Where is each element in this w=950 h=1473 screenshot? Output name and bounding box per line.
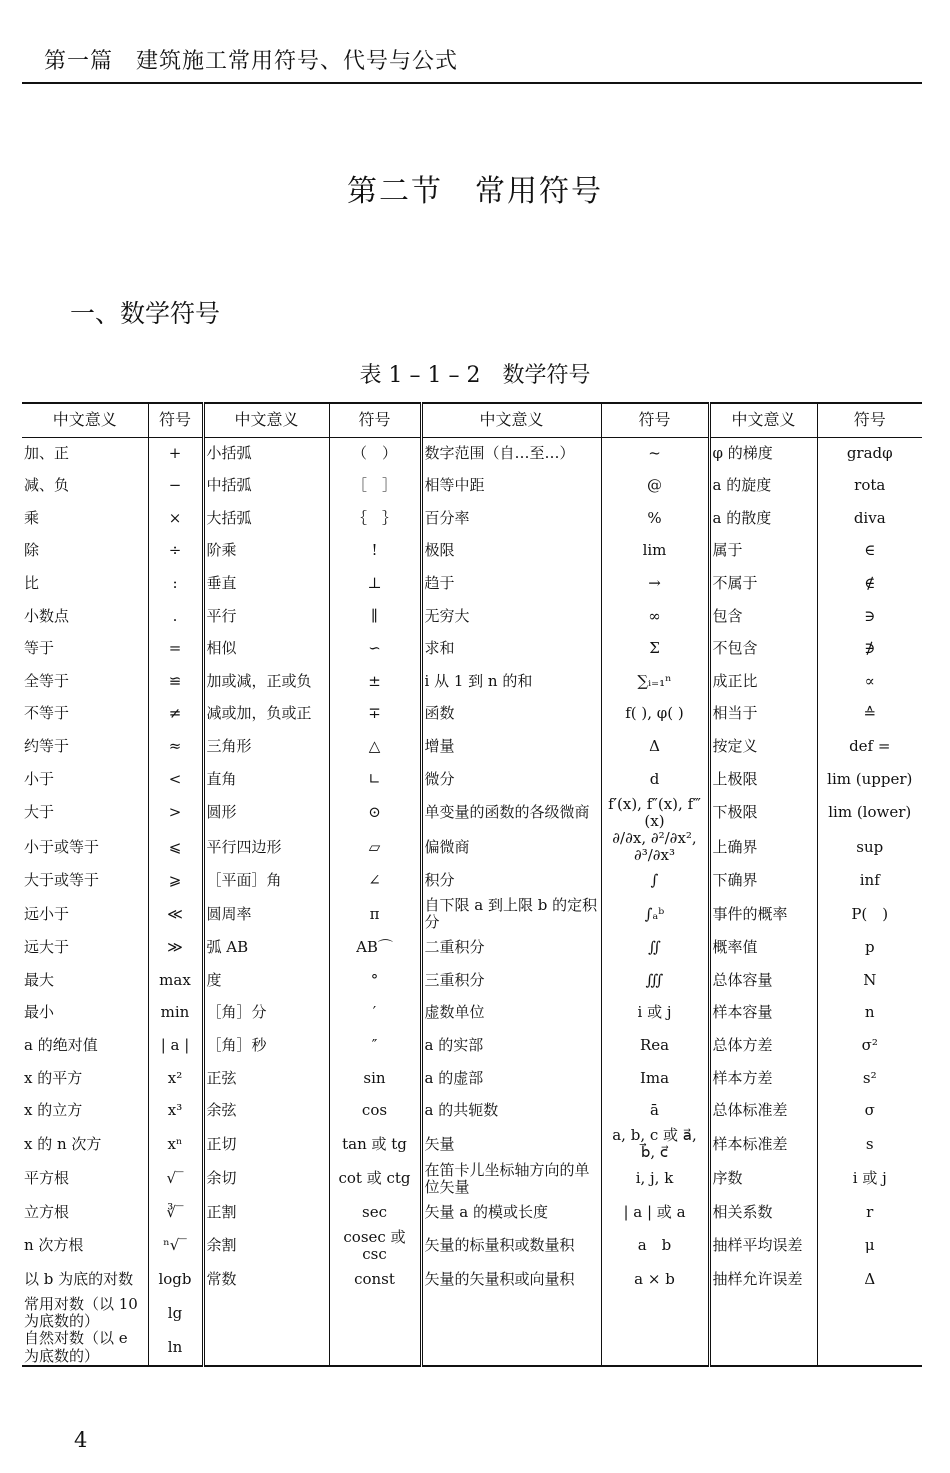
meaning-cell (421, 1296, 601, 1331)
symbol-cell: ∭ (601, 964, 709, 997)
meaning-cell: 二重积分 (421, 932, 601, 965)
symbol-cell: √‾ (148, 1162, 203, 1197)
table-row (22, 997, 922, 1030)
meaning-cell: 趋于 (421, 567, 601, 600)
meaning-cell: 加或减，正或负 (203, 665, 329, 698)
symbol-cell: ▱ (329, 830, 421, 865)
meaning-cell: 全等于 (22, 665, 148, 698)
symbol-cell: | a | 或 a (601, 1196, 709, 1229)
meaning-cell: 圆形 (203, 796, 329, 831)
symbol-cell: ∂/∂x, ∂²/∂x², ∂³/∂x³ (601, 830, 709, 865)
meaning-cell: 大括弧 (203, 502, 329, 535)
table-row (22, 633, 922, 666)
meaning-cell: 乘 (22, 502, 148, 535)
symbol-cell: s² (862, 1068, 877, 1087)
symbol-cell: → (601, 567, 709, 600)
symbol-cell: rota (854, 476, 886, 495)
symbol-cell: N (863, 970, 877, 989)
symbol-cell: Δ (601, 730, 709, 763)
meaning-cell: 圆周率 (203, 897, 329, 932)
symbol-cell: ｛ ｝ (329, 502, 421, 535)
symbol-cell: d (601, 763, 709, 796)
meaning-cell: 相等中距 (421, 470, 601, 503)
meaning-cell: 矢量的标量积或数量积 (421, 1229, 601, 1264)
table-row (22, 567, 922, 600)
meaning-cell: 样本标准差 (709, 1127, 817, 1162)
symbol-cell: − (148, 470, 203, 503)
meaning-cell: 平行 (203, 600, 329, 633)
symbol-cell: p (864, 938, 875, 957)
symbol-cell: ∫ (601, 865, 709, 898)
symbol-cell: sup (856, 837, 884, 856)
meaning-cell (203, 1296, 329, 1331)
table-row (22, 1330, 922, 1366)
meaning-cell: a 的虚部 (421, 1062, 601, 1095)
meaning-cell: 常用对数（以 10 为底数的） (22, 1296, 148, 1331)
meaning-cell: 总体容量 (709, 964, 817, 997)
header-meaning: 中文意义 (709, 403, 817, 437)
table-row (22, 1296, 922, 1331)
symbol-cell: ∟ (329, 763, 421, 796)
symbol-cell: sec (329, 1196, 421, 1229)
symbol-cell: （ ） (329, 437, 421, 470)
symbol-cell: ∫ₐᵇ (601, 897, 709, 932)
meaning-cell: 增量 (421, 730, 601, 763)
meaning-cell: 在笛卡儿坐标轴方向的单位矢量 (421, 1162, 601, 1197)
table-row (22, 437, 922, 470)
symbol-cell: ÷ (148, 535, 203, 568)
meaning-cell: 大于或等于 (22, 865, 148, 898)
symbol-cell: % (601, 502, 709, 535)
meaning-cell: 约等于 (22, 730, 148, 763)
meaning-cell: 相似 (203, 633, 329, 666)
symbol-cell: a, b, c 或 a⃗, b⃗, c⃗ (601, 1127, 709, 1162)
symbol-cell: gradφ (846, 443, 893, 462)
meaning-cell: 余切 (203, 1162, 329, 1197)
table-row (22, 535, 922, 568)
symbol-cell: ⁿ√‾ (148, 1229, 203, 1264)
meaning-cell: 百分率 (421, 502, 601, 535)
symbol-cell: = (148, 633, 203, 666)
symbol-cell: σ² (861, 1036, 878, 1055)
meaning-cell: 微分 (421, 763, 601, 796)
symbol-cell: x² (148, 1062, 203, 1095)
meaning-cell: 最小 (22, 997, 148, 1030)
meaning-cell: a 的实部 (421, 1029, 601, 1062)
symbol-cell (817, 1296, 922, 1331)
symbol-cell: ∽ (329, 633, 421, 666)
table-row (22, 897, 922, 932)
symbol-cell: inf (859, 871, 880, 890)
meaning-cell: 加、正 (22, 437, 148, 470)
symbol-cell: ∈ (864, 541, 876, 560)
symbol-cell: a b (601, 1229, 709, 1264)
meaning-cell: x 的平方 (22, 1062, 148, 1095)
symbol-cell: ≙ (863, 704, 877, 723)
table-row (22, 1095, 922, 1128)
symbol-cell: ⊙ (329, 796, 421, 831)
symbol-cell (817, 1330, 922, 1366)
symbol-cell: ≌ (148, 665, 203, 698)
symbol-cell: lim (601, 535, 709, 568)
symbol-cell: μ (864, 1236, 875, 1255)
symbol-cell: r (866, 1202, 874, 1221)
symbol-cell (329, 1330, 421, 1366)
page-number: 4 (74, 1428, 88, 1452)
meaning-cell: i 从 1 到 n 的和 (421, 665, 601, 698)
symbol-cell: ∋ (864, 606, 876, 625)
symbol-cell: xⁿ (148, 1127, 203, 1162)
table-row (22, 502, 922, 535)
meaning-cell: 相关系数 (709, 1196, 817, 1229)
meaning-cell: 减或加，负或正 (203, 698, 329, 731)
symbol-cell: ⩽ (148, 830, 203, 865)
table-row (22, 964, 922, 997)
symbol-cell: a × b (601, 1263, 709, 1296)
symbol-cell: lg (148, 1296, 203, 1331)
table-row (22, 1127, 922, 1162)
symbol-cell: AB⌒ (329, 932, 421, 965)
meaning-cell: 包含 (709, 600, 817, 633)
meaning-cell: 度 (203, 964, 329, 997)
meaning-cell: 数字范围（自…至…） (421, 437, 601, 470)
symbol-cell: logb (148, 1263, 203, 1296)
meaning-cell: 除 (22, 535, 148, 568)
meaning-cell: ［角］秒 (203, 1029, 329, 1062)
symbol-cell: ［ ］ (329, 470, 421, 503)
symbol-cell: | a | (148, 1029, 203, 1062)
meaning-cell: 成正比 (709, 665, 817, 698)
symbol-cell: ⊥ (329, 567, 421, 600)
header-meaning: 中文意义 (22, 403, 148, 437)
meaning-cell: 三重积分 (421, 964, 601, 997)
symbol-cell: + (148, 437, 203, 470)
table-body (22, 437, 922, 1366)
symbol-cell: def = (849, 737, 891, 756)
symbol-cell: max (148, 964, 203, 997)
meaning-cell: 样本方差 (709, 1062, 817, 1095)
meaning-cell: 属于 (709, 535, 817, 568)
symbol-cell: ! (329, 535, 421, 568)
symbol-cell: lim (lower) (828, 803, 912, 822)
symbol-cell: min (148, 997, 203, 1030)
meaning-cell: 余割 (203, 1229, 329, 1264)
header-symbol: 符号 (601, 403, 709, 437)
meaning-cell: 序数 (709, 1162, 817, 1197)
meaning-cell: 直角 (203, 763, 329, 796)
meaning-cell (421, 1330, 601, 1366)
meaning-cell: 小数点 (22, 600, 148, 633)
meaning-cell: 不包含 (709, 633, 817, 666)
meaning-cell: 三角形 (203, 730, 329, 763)
symbol-cell: ≪ (148, 897, 203, 932)
meaning-cell: 抽样平均误差 (709, 1229, 817, 1264)
symbol-cell: > (148, 796, 203, 831)
table-row (22, 932, 922, 965)
header-meaning: 中文意义 (203, 403, 329, 437)
symbol-cell: ∝ (864, 671, 875, 690)
header-symbol: 符号 (148, 403, 203, 437)
table-row (22, 600, 922, 633)
symbol-cell: ′ (329, 997, 421, 1030)
table-row (22, 1029, 922, 1062)
symbol-cell: @ (601, 470, 709, 503)
meaning-cell: a 的共轭数 (421, 1095, 601, 1128)
symbol-cell: ≈ (148, 730, 203, 763)
meaning-cell: 余弦 (203, 1095, 329, 1128)
symbol-cell: f( ), φ( ) (601, 698, 709, 731)
meaning-cell: 减、负 (22, 470, 148, 503)
meaning-cell: 小于 (22, 763, 148, 796)
symbol-cell: P( ) (851, 904, 889, 923)
symbol-cell: Ima (601, 1062, 709, 1095)
symbol-cell: cos (329, 1095, 421, 1128)
symbol-cell: △ (329, 730, 421, 763)
meaning-cell: 最大 (22, 964, 148, 997)
meaning-cell: 样本容量 (709, 997, 817, 1030)
meaning-cell: 积分 (421, 865, 601, 898)
meaning-cell: 垂直 (203, 567, 329, 600)
symbol-cell: i 或 j (852, 1169, 887, 1188)
meaning-cell: 偏微商 (421, 830, 601, 865)
symbol-cell: Σ (601, 633, 709, 666)
symbol-cell: ″ (329, 1029, 421, 1062)
meaning-cell: 总体标准差 (709, 1095, 817, 1128)
meaning-cell (709, 1296, 817, 1331)
table-row (22, 1229, 922, 1264)
meaning-cell: 正割 (203, 1196, 329, 1229)
table-row (22, 1162, 922, 1197)
symbol-cell: ∌ (864, 639, 876, 658)
symbol-cell: Δ (864, 1269, 876, 1288)
meaning-cell: 按定义 (709, 730, 817, 763)
meaning-cell: 等于 (22, 633, 148, 666)
symbol-cell: tan 或 tg (329, 1127, 421, 1162)
header-meaning: 中文意义 (421, 403, 601, 437)
meaning-cell: 比 (22, 567, 148, 600)
meaning-cell: 矢量的矢量积或向量积 (421, 1263, 601, 1296)
symbol-cell: ≫ (148, 932, 203, 965)
header-rule (22, 82, 922, 84)
meaning-cell: 相当于 (709, 698, 817, 731)
symbol-cell: ∛‾ (148, 1196, 203, 1229)
symbol-cell: f′(x), f″(x), f‴(x) (601, 796, 709, 831)
symbol-cell: ∑ᵢ₌₁ⁿ (601, 665, 709, 698)
meaning-cell: a 的绝对值 (22, 1029, 148, 1062)
table-row (22, 470, 922, 503)
symbol-cell: diva (853, 508, 886, 527)
meaning-cell: x 的 n 次方 (22, 1127, 148, 1162)
meaning-cell: 概率值 (709, 932, 817, 965)
table-row (22, 865, 922, 898)
symbol-cell: < (148, 763, 203, 796)
meaning-cell: 正切 (203, 1127, 329, 1162)
meaning-cell: 极限 (421, 535, 601, 568)
symbol-cell (329, 1296, 421, 1331)
symbol-cell: cosec 或 csc (329, 1229, 421, 1264)
symbol-cell: i, j, k (601, 1162, 709, 1197)
meaning-cell: 立方根 (22, 1196, 148, 1229)
meaning-cell: 虚数单位 (421, 997, 601, 1030)
table-row (22, 698, 922, 731)
meaning-cell: 事件的概率 (709, 897, 817, 932)
meaning-cell: 矢量 (421, 1127, 601, 1162)
symbol-cell: s (865, 1134, 874, 1153)
header-symbol: 符号 (329, 403, 421, 437)
meaning-cell: 无穷大 (421, 600, 601, 633)
meaning-cell: 平方根 (22, 1162, 148, 1197)
meaning-cell: ［角］分 (203, 997, 329, 1030)
symbol-cell: σ (864, 1101, 875, 1120)
table-row (22, 730, 922, 763)
symbol-cell: ā (601, 1095, 709, 1128)
symbol-cell: ∓ (329, 698, 421, 731)
symbol-cell: n (864, 1003, 875, 1022)
meaning-cell: 自然对数（以 e 为底数的） (22, 1330, 148, 1366)
symbol-cell: ≠ (148, 698, 203, 731)
symbol-cell: . (148, 600, 203, 633)
meaning-cell: 矢量 a 的模或长度 (421, 1196, 601, 1229)
meaning-cell: 上确界 (709, 830, 817, 865)
symbol-cell: ⩾ (148, 865, 203, 898)
symbol-cell: Rea (601, 1029, 709, 1062)
meaning-cell: ［平面］角 (203, 865, 329, 898)
meaning-cell: 下极限 (709, 796, 817, 831)
table-row (22, 1263, 922, 1296)
symbol-cell: ∬ (601, 932, 709, 965)
meaning-cell: 常数 (203, 1263, 329, 1296)
symbol-cell: lim (upper) (827, 769, 913, 788)
meaning-cell: n 次方根 (22, 1229, 148, 1264)
meaning-cell: 总体方差 (709, 1029, 817, 1062)
table-row (22, 665, 922, 698)
meaning-cell: 大于 (22, 796, 148, 831)
symbol-cell (601, 1330, 709, 1366)
meaning-cell (203, 1330, 329, 1366)
meaning-cell: 以 b 为底的对数 (22, 1263, 148, 1296)
symbol-cell: const (329, 1263, 421, 1296)
meaning-cell: 中括弧 (203, 470, 329, 503)
table-row (22, 763, 922, 796)
symbol-cell: π (329, 897, 421, 932)
meaning-cell: 小于或等于 (22, 830, 148, 865)
subheading: 一、数学符号 (70, 299, 221, 328)
symbol-cell: cot 或 ctg (329, 1162, 421, 1197)
meaning-cell: 自下限 a 到上限 b 的定积分 (421, 897, 601, 932)
table-row (22, 1062, 922, 1095)
meaning-cell: 上极限 (709, 763, 817, 796)
symbol-cell: ∉ (864, 574, 876, 593)
table-row (22, 796, 922, 831)
meaning-cell: 远大于 (22, 932, 148, 965)
running-head: 第一篇 建筑施工常用符号、代号与公式 (44, 49, 459, 74)
symbol-cell: ∥ (329, 600, 421, 633)
table-row (22, 1196, 922, 1229)
meaning-cell: 下确界 (709, 865, 817, 898)
math-symbols-table (22, 402, 922, 1367)
symbol-cell: i 或 j (601, 997, 709, 1030)
meaning-cell: x 的立方 (22, 1095, 148, 1128)
meaning-cell: 单变量的函数的各级微商 (421, 796, 601, 831)
symbol-cell: ln (148, 1330, 203, 1366)
symbol-cell: ~ (601, 437, 709, 470)
symbol-cell (601, 1296, 709, 1331)
symbol-cell: ∠ (329, 865, 421, 898)
header-symbol: 符号 (817, 403, 922, 437)
meaning-cell: 求和 (421, 633, 601, 666)
symbol-cell: : (148, 567, 203, 600)
meaning-cell: 不等于 (22, 698, 148, 731)
meaning-cell: 函数 (421, 698, 601, 731)
symbol-cell: ° (329, 964, 421, 997)
meaning-cell: a 的旋度 (709, 470, 817, 503)
meaning-cell: 远小于 (22, 897, 148, 932)
table-header-row (22, 403, 922, 437)
meaning-cell: 弧 AB (203, 932, 329, 965)
symbol-cell: × (148, 502, 203, 535)
meaning-cell: 阶乘 (203, 535, 329, 568)
meaning-cell: 正弦 (203, 1062, 329, 1095)
symbol-cell: x³ (148, 1095, 203, 1128)
table-caption: 表 1 – 1 – 2 数学符号 (359, 363, 591, 388)
meaning-cell: a 的散度 (709, 502, 817, 535)
symbol-cell: sin (329, 1062, 421, 1095)
meaning-cell (709, 1330, 817, 1366)
meaning-cell: 平行四边形 (203, 830, 329, 865)
meaning-cell: 抽样允许误差 (709, 1263, 817, 1296)
table-row (22, 830, 922, 865)
meaning-cell: 不属于 (709, 567, 817, 600)
meaning-cell: φ 的梯度 (709, 437, 817, 470)
symbol-cell: ∞ (601, 600, 709, 633)
section-title: 第二节 常用符号 (347, 174, 603, 209)
meaning-cell: 小括弧 (203, 437, 329, 470)
symbol-cell: ± (329, 665, 421, 698)
